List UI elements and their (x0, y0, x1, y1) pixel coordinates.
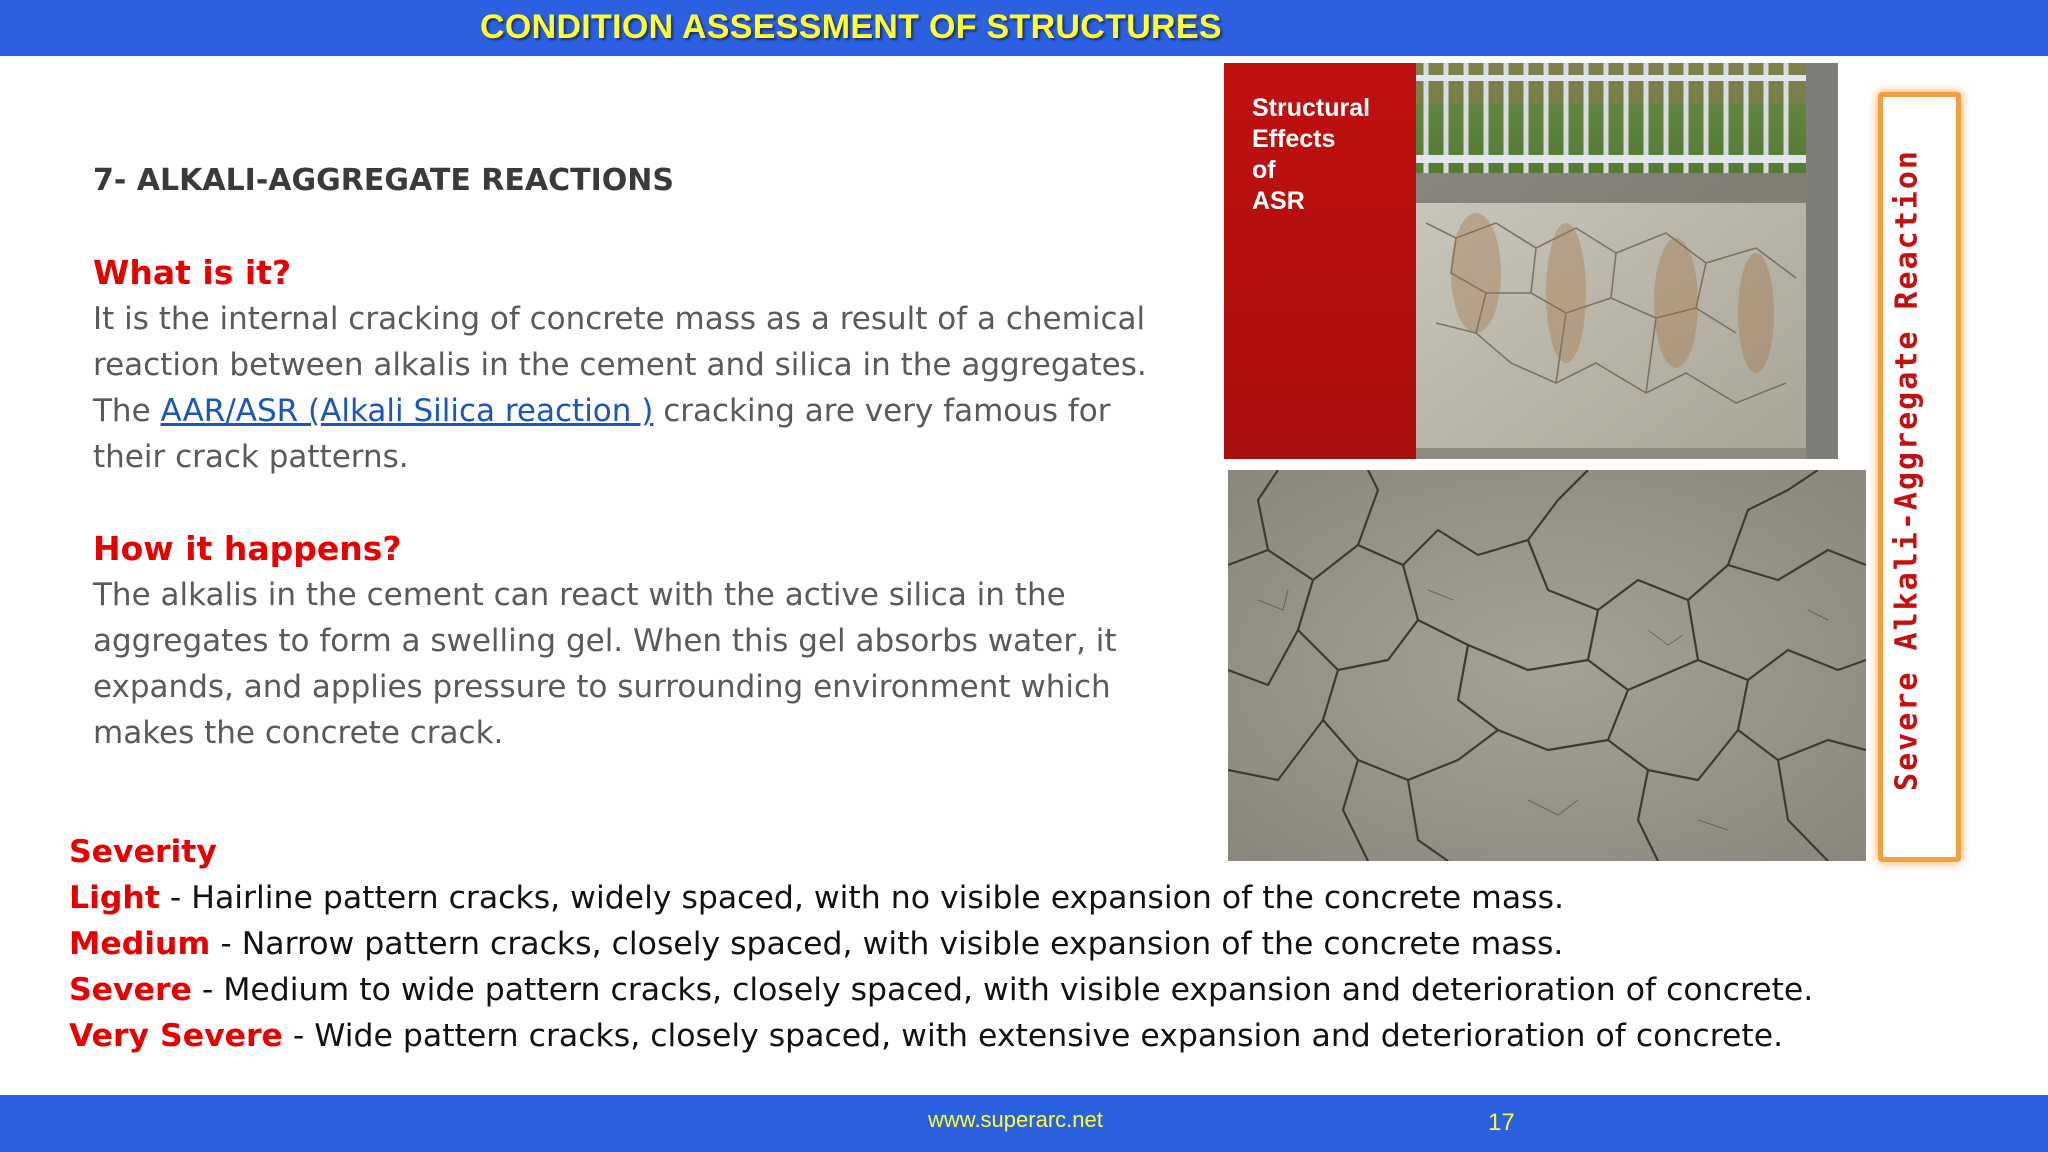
how-text: The alkalis in the cement can react with the active silica in the aggregates to form a swelling gel. When this gel absorbs water, it expands, and applies pressure to surrounding environment which makes the concrete crack. (93, 577, 1117, 751)
severity-light (69, 875, 1969, 921)
caption-line: ASR (1252, 187, 1305, 215)
caption-line: Structural (1252, 94, 1371, 122)
what-text-1: It is the internal cracking of concrete mass as a result of a chemical reaction between alkalis in the cement and silica in the aggregates. (93, 301, 1147, 383)
how-heading: How it happens? (93, 529, 402, 568)
severity-medium (69, 921, 1969, 967)
caption-line: of (1252, 156, 1276, 184)
asr-wall-photo (1224, 63, 1838, 459)
main-content (93, 158, 1173, 802)
severity-label: Severe (69, 972, 192, 1008)
severity-label: Medium (69, 926, 211, 962)
header-bar (0, 0, 2048, 56)
what-text (93, 296, 1173, 480)
severity-very-severe (69, 1013, 1969, 1059)
what-text-2-post: cracking are very famous for their crack patterns. (93, 393, 1111, 475)
severity-section (69, 829, 1969, 1059)
severity-text: - Narrow pattern cracks, closely spaced, with visible expansion of the concrete mass. (210, 926, 1564, 962)
page-number: 17 (1488, 1109, 1515, 1136)
asr-link[interactable]: AAR/ASR (Alkali Silica reaction ) (160, 393, 654, 429)
crack-pattern-illustration (1228, 470, 1866, 861)
caption-text (1252, 93, 1370, 217)
what-section (93, 250, 1173, 480)
caption-line: Effects (1252, 125, 1336, 153)
wall-illustration (1416, 63, 1838, 459)
side-label: Severe Alkali-Aggregate Reaction (1889, 149, 1925, 791)
how-section (93, 526, 1173, 756)
section-title: 7- ALKALI-AGGREGATE REACTIONS (93, 163, 674, 198)
severity-label: Light (69, 880, 160, 916)
severity-text: - Medium to wide pattern cracks, closely spaced, with visible expansion and deterioration of concrete. (191, 972, 1814, 1008)
severity-severe (69, 967, 1969, 1013)
page-title: CONDITION ASSESSMENT OF STRUCTURES (480, 8, 1222, 46)
severity-label: Very Severe (69, 1018, 283, 1054)
footer-site[interactable]: www.superarc.net (928, 1107, 1103, 1132)
what-text-2-pre: The (93, 393, 161, 429)
wall-image (1416, 63, 1838, 459)
severity-text: - Wide pattern cracks, closely spaced, with extensive expansion and deterioration of concrete. (282, 1018, 1784, 1054)
severity-heading: Severity (69, 834, 217, 870)
caption-panel (1224, 63, 1416, 459)
footer-bar (0, 1095, 2048, 1152)
what-heading: What is it? (93, 253, 292, 292)
cracked-concrete-photo (1228, 470, 1866, 861)
severity-text: - Hairline pattern cracks, widely spaced, with no visible expansion of the concrete mass. (159, 880, 1564, 916)
